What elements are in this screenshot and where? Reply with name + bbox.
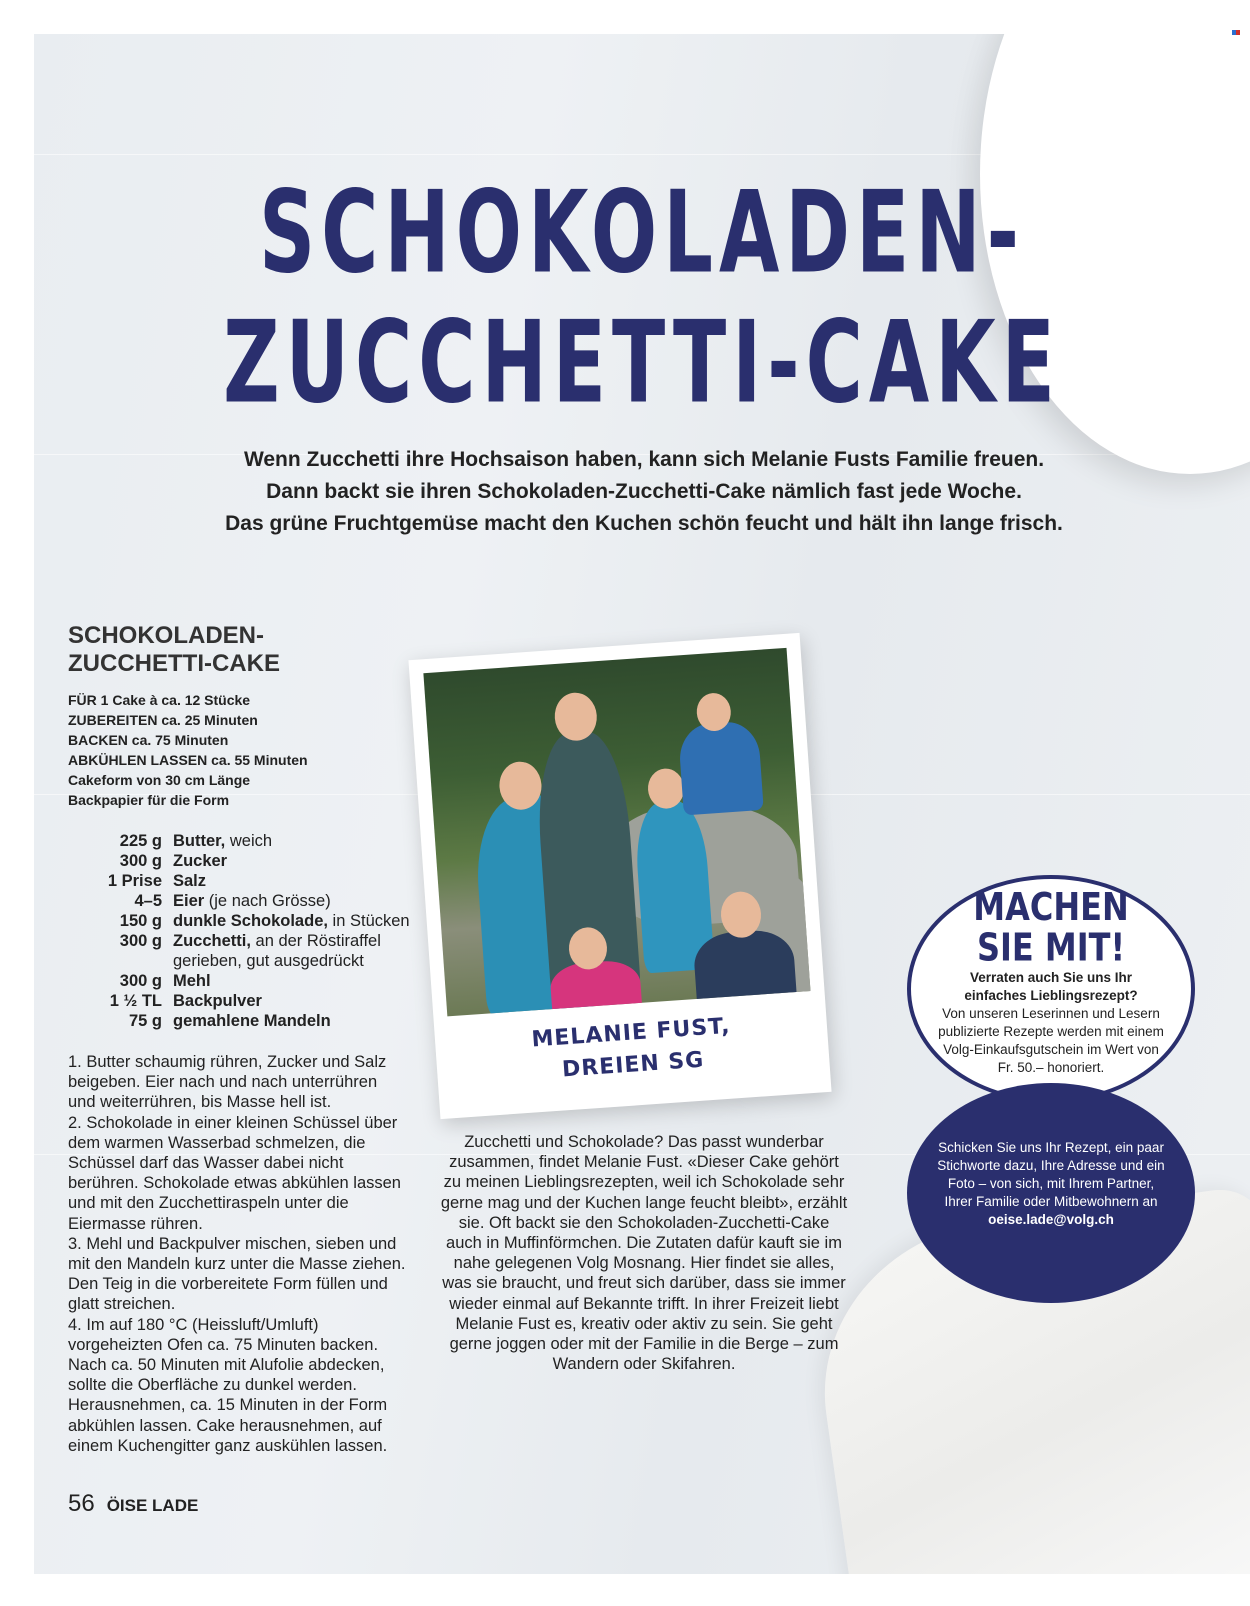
ingredient-item [68, 911, 410, 931]
ingredient-qty: 300 g [119, 852, 162, 870]
meta-prep-time: ZUBEREITEN ca. 25 Minuten [68, 712, 258, 728]
recipe-steps [68, 1052, 408, 1456]
ingredient-name: gemahlene Mandeln [173, 1012, 331, 1030]
step-3: 3. Mehl und Backpulver mischen, sieben und mit den Mandeln kurz unter die Masse ziehen. Den Teig in die vorbereitete Form füllen und glatt streichen. [68, 1234, 406, 1314]
ingredient-name: Butter, [173, 832, 226, 850]
intro-line: Wenn Zucchetti ihre Hochsaison haben, kann sich Melanie Fusts Familie freuen. [243, 448, 1045, 471]
ingredient-list [68, 831, 410, 1031]
recipe-title-line: SCHOKOLADEN- [68, 622, 264, 649]
color-marker-icon [1232, 30, 1240, 35]
meta-pan: Cakeform von 30 cm Länge [68, 772, 251, 788]
ingredient-note: weich [225, 832, 273, 850]
magazine-page [34, 34, 1250, 1574]
recipe-title-line: ZUCCHETTI-CAKE [68, 650, 280, 677]
headline-line-1: SCHOKOLADEN- [258, 168, 1025, 300]
ingredient-item [68, 1011, 410, 1031]
ingredient-item [68, 991, 410, 1011]
ingredient-name: Mehl [173, 972, 211, 990]
ingredient-note: in Stücken [327, 912, 410, 930]
ingredient-qty: 150 g [119, 912, 162, 930]
ingredient-note: an der Röstiraffel [250, 932, 381, 950]
recipe-meta [68, 690, 308, 810]
intro-line: Dann backt sie ihren Schokoladen-Zucchetti-Cake nämlich fast jede Woche. [266, 480, 1022, 503]
meta-paper: Backpapier für die Form [68, 792, 230, 808]
ingredient-name: Salz [173, 872, 207, 890]
page-number: 56 [68, 1490, 95, 1517]
photo-caption [434, 1004, 830, 1095]
promo-heading-line: SIE MIT! [976, 924, 1126, 971]
meta-servings: FÜR 1 Cake à ca. 12 Stücke [68, 692, 251, 708]
promo-heading [911, 883, 1191, 971]
step-4: 4. Im auf 180 °C (Heissluft/Umluft) vorgeheizten Ofen ca. 75 Minuten backen. Nach ca. 50 Minuten mit Alufolie abdecken, sollte die Oberfläche zu dunkel werden. Herausnehmen, ca. 15 Minuten in der Form abkühlen lassen. Cake herausnehmen, auf einem Kuchengitter ganz auskühlen lassen. [68, 1315, 388, 1455]
caption-line: MELANIE FUST, [530, 1013, 732, 1053]
page-footer [68, 1490, 198, 1518]
promo-question: Verraten auch Sie uns Ihr einfaches Lieblingsrezept? [964, 970, 1138, 1003]
intro-line: Das grüne Fruchtgemüse macht den Kuchen schön feucht und hält ihn lange frisch. [225, 512, 1063, 535]
meta-cool-time: ABKÜHLEN LASSEN ca. 55 Minuten [68, 752, 308, 768]
ingredient-name: dunkle Schokolade, [173, 912, 328, 930]
submit-email-link[interactable]: oeise.lade@volg.ch [988, 1212, 1114, 1227]
ingredient-note: (je nach Grösse) [204, 892, 331, 910]
ingredient-name: Zucker [173, 852, 228, 870]
promo-heading-line: MACHEN [973, 883, 1129, 930]
ingredient-qty: 1 ½ TL [109, 992, 162, 1010]
ingredient-qty: 225 g [119, 832, 162, 850]
promo-text: Von unseren Leserinnen und Lesern publizierte Rezepte werden mit einem Volg-Einkaufsgutschein im Wert von Fr. 50.– honoriert. [938, 1006, 1164, 1075]
step-1: 1. Butter schaumig rühren, Zucker und Salz beigeben. Eier nach und nach unterrühren und weiterrühren, bis Masse hell ist. [68, 1053, 387, 1112]
ingredient-item [68, 851, 410, 871]
submit-circle [907, 1083, 1195, 1303]
promo-circle [907, 875, 1195, 1103]
submit-text [907, 1083, 1195, 1229]
family-photo [423, 648, 810, 1017]
ingredient-qty: 4–5 [134, 892, 162, 910]
ingredient-qty: 75 g [128, 1012, 162, 1030]
intro-text [134, 444, 1154, 540]
ingredient-item [68, 971, 410, 991]
story-text: Zucchetti und Schokolade? Das passt wunderbar zusammen, findet Melanie Fust. «Dieser Cake gehört zu meinen Lieblingsrezepten, weil ich Schokolade sehr gerne mag und der Kuchen lange feucht bleibt», erzählt sie. Oft backt sie den Schokoladen-Zucchetti-Cake auch in Muffinförmchen. Die Zutaten dafür kauft sie im nahe gelegenen Volg Mosnang. Hier findet sie alles, was sie braucht, und freut sich darüber, dass sie immer wieder einmal auf Bekannte trifft. In ihrer Freizeit liebt Melanie Fust es, kreativ oder aktiv zu sein. Sie geht gerne joggen oder mit der Familie in die Berge – zum Wandern oder Skifahren. [440, 1133, 848, 1374]
person-girl [692, 928, 797, 1015]
ingredient-item [68, 831, 410, 851]
person-child [678, 720, 764, 815]
ingredient-name: Eier [173, 892, 205, 910]
headline-line-2: ZUCCHETTI-CAKE [223, 298, 1061, 430]
ingredient-item [68, 891, 410, 911]
meta-bake-time: BACKEN ca. 75 Minuten [68, 732, 229, 748]
ingredient-qty: 300 g [119, 932, 162, 950]
magazine-name: ÖISE LADE [106, 1496, 199, 1515]
ingredient-item [68, 871, 410, 891]
ingredient-item [68, 931, 410, 951]
recipe-title [68, 622, 280, 678]
ingredient-name: Zucchetti, [173, 932, 251, 950]
caption-line: DREIEN SG [561, 1047, 706, 1083]
step-2: 2. Schokolade in einer kleinen Schüssel über dem warmen Wasserbad schmelzen, die Schüssel darf das Wasser dabei nicht berühren. Schokolade etwas abkühlen lassen und mit den Zucchettiraspeln unter die Eiermasse rühren. [68, 1113, 401, 1233]
submit-call: Schicken Sie uns Ihr Rezept, ein paar Stichworte dazu, Ihre Adresse und ein Foto – von sich, mit Ihrem Partner, Ihrer Familie oder Mitbewohnern an [937, 1140, 1165, 1209]
ingredient-qty: 1 Prise [107, 872, 162, 890]
ingredient-note-continued: gerieben, gut ausgedrückt [173, 952, 364, 970]
ingredient-name: Backpulver [173, 992, 262, 1010]
family-polaroid [408, 633, 831, 1119]
ingredient-qty: 300 g [119, 972, 162, 990]
